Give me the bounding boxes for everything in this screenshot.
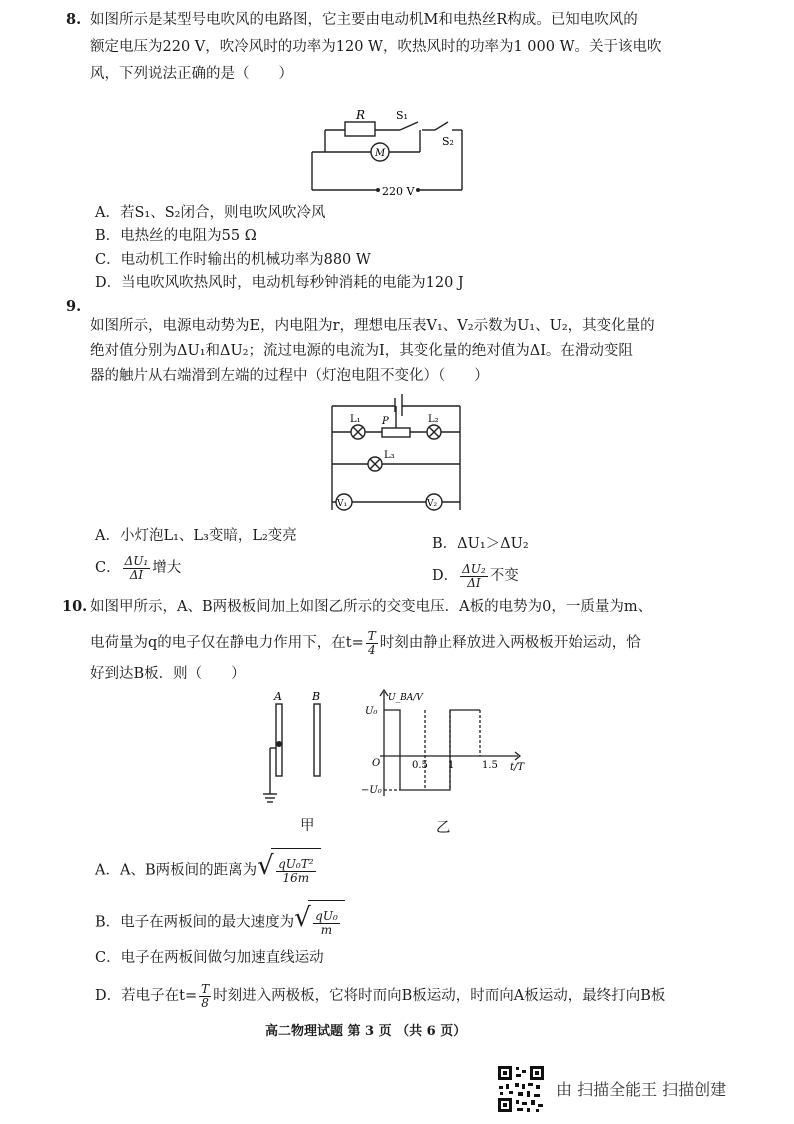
q8-circuit-diagram bbox=[300, 100, 480, 205]
q9-label-l3: L₃ bbox=[384, 450, 395, 461]
q10-graph-origin: O bbox=[372, 758, 381, 769]
q9-circuit-diagram bbox=[320, 392, 480, 522]
scanner-watermark-text: 由 扫描全能王 扫描创建 bbox=[556, 1080, 727, 1099]
q8-number: 8. bbox=[66, 11, 82, 28]
q8-line3: 风，下列说法正确的是（ ） bbox=[90, 66, 293, 82]
q10-option-c: C．电子在两板间做匀加速直线运动 bbox=[95, 950, 324, 966]
q10-graph-tick-15: 1.5 bbox=[482, 760, 498, 771]
q9-line3: 器的触片从右端滑到左端的过程中（灯泡电阻不变化）（ ） bbox=[90, 368, 489, 384]
q10-option-b: B．电子在两板间的最大速度为 √ $\frac{\text{qU₀}}{m}$ bbox=[95, 900, 345, 944]
q8-option-d: D．当电吹风吹热风时，电动机每秒钟消耗的电能为120 J bbox=[95, 275, 464, 291]
q9-option-d: D． $\frac{\text{ΔU₂}}{\Delta I}$ 不变 bbox=[432, 561, 519, 590]
q10-graph-ylabel: U_BA/V bbox=[388, 693, 423, 703]
q10-label-yi: 乙 bbox=[436, 820, 451, 836]
q9-label-l1: L₁ bbox=[350, 414, 361, 425]
q10-label-jia: 甲 bbox=[300, 818, 315, 834]
q8-label-voltage: 220 V bbox=[382, 185, 415, 198]
q10-option-d-fraction: $\frac{T}{8}$ bbox=[201, 981, 210, 1010]
q10-figure-jia-plates bbox=[262, 686, 332, 806]
q8-label-r: R bbox=[356, 108, 366, 122]
q9-option-b: B．ΔU₁＞ΔU₂ bbox=[432, 536, 529, 552]
q10-line2: 电荷量为q的电子仅在静电力作用下，在t= $\frac{T}{4}$ 时刻由静止释放进入两极板开始运动，恰 bbox=[90, 628, 641, 657]
q10-line3: 好到达B板．则（ ） bbox=[90, 666, 246, 682]
q10-line2-fraction: $\frac{T}{4}$ bbox=[367, 628, 376, 657]
q10-graph-tick-05: 0.5 bbox=[412, 760, 428, 771]
q10-option-a-sqrt: √ $\frac{\text{qU₀T²}}{16m}$ bbox=[257, 848, 320, 893]
q8-label-s2: S₂ bbox=[442, 135, 454, 148]
q10-line1: 如图甲所示，A、B两极板间加上如图乙所示的交变电压．A板的电势为0，一质量为m、 bbox=[90, 599, 653, 615]
q8-label-m: M bbox=[375, 148, 386, 159]
q8-option-b: B．电热丝的电阻为55 Ω bbox=[95, 228, 257, 244]
q10-figure-yi-graph bbox=[360, 686, 535, 801]
q10-option-d: D．若电子在t= $\frac{T}{8}$ 时刻进入两极板，它将时而向B板运动，时而向A板运动，最终打向B板 bbox=[95, 981, 666, 1010]
q10-graph-tick-1: 1 bbox=[448, 760, 455, 771]
q10-graph-u0: U₀ bbox=[365, 706, 378, 717]
q9-label-l2: L₂ bbox=[428, 414, 439, 425]
q9-label-p: P bbox=[382, 416, 389, 427]
q9-number: 9. bbox=[66, 298, 82, 315]
q9-option-d-fraction: $\frac{\text{ΔU₂}}{\Delta I}$ bbox=[462, 561, 486, 590]
q9-option-a: A．小灯泡L₁、L₃变暗，L₂变亮 bbox=[95, 528, 297, 544]
q8-line1: 如图所示是某型号电吹风的电路图，它主要由电动机M和电热丝R构成。已知电吹风的 bbox=[90, 12, 638, 28]
q10-number: 10. bbox=[62, 598, 88, 615]
q9-option-c: C． $\frac{\text{ΔU₁}}{\Delta I}$ 增大 bbox=[95, 553, 182, 582]
q10-plate-a-label: A bbox=[274, 690, 282, 703]
q8-label-s1: S₁ bbox=[396, 109, 408, 122]
q10-option-a: A．A、B两板间的距离为 √ $\frac{\text{qU₀T²}}{16m}$ bbox=[95, 848, 321, 892]
q9-label-v2: V₂ bbox=[427, 499, 438, 509]
page-footer: 高二物理试题 第 3 页 （共 6 页） bbox=[265, 1024, 467, 1039]
q8-option-a: A．若S₁、S₂闭合，则电吹风吹冷风 bbox=[95, 205, 326, 221]
q10-plate-b-label: B bbox=[312, 690, 321, 703]
q9-line2: 绝对值分别为ΔU₁和ΔU₂；流过电源的电流为I，其变化量的绝对值为ΔI。在滑动变阻 bbox=[90, 343, 633, 359]
q9-line1: 如图所示，电源电动势为E，内电阻为r，理想电压表V₁、V₂示数为U₁、U₂，其变化量的 bbox=[90, 318, 655, 334]
q8-line2: 额定电压为220 V，吹冷风时的功率为120 W，吹热风时的功率为1 000 W。关于该电吹 bbox=[90, 39, 662, 55]
qr-code-icon bbox=[496, 1064, 546, 1114]
q9-option-c-fraction: $\frac{\text{ΔU₁}}{\Delta I}$ bbox=[124, 553, 149, 582]
q10-graph-neg-u0: −U₀ bbox=[361, 785, 382, 796]
q8-option-c: C．电动机工作时输出的机械功率为880 W bbox=[95, 252, 371, 268]
q10-graph-xlabel: t/T bbox=[510, 762, 525, 773]
q9-label-v1: V₁ bbox=[337, 499, 348, 509]
q10-option-b-sqrt: √ $\frac{\text{qU₀}}{m}$ bbox=[294, 900, 345, 945]
